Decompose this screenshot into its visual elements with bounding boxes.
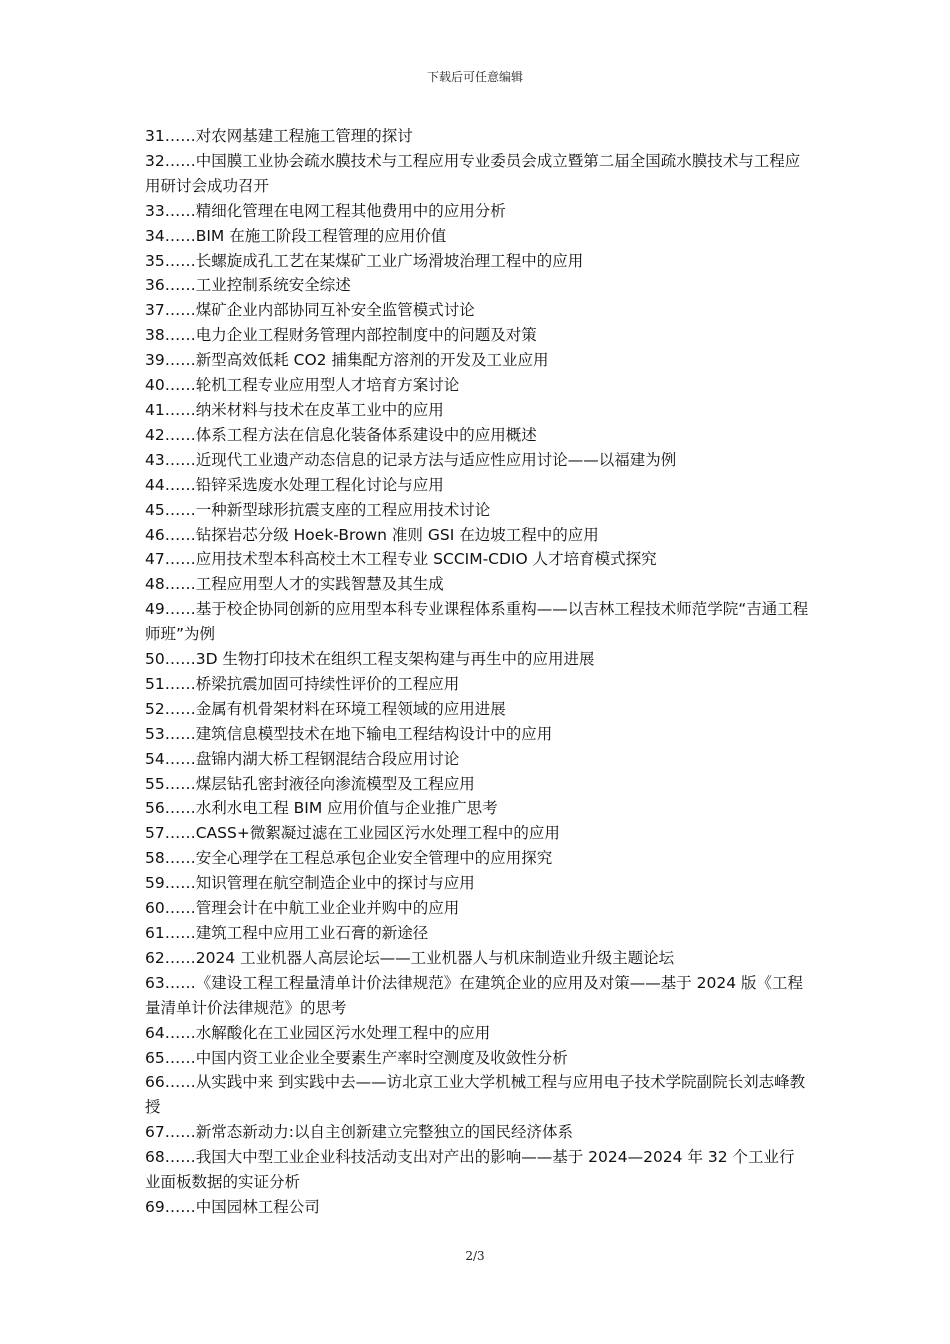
article-list bbox=[145, 124, 810, 1220]
list-item: 44……铅锌采选废水处理工程化讨论与应用 bbox=[145, 475, 444, 494]
list-item: 43……近现代工业遗产动态信息的记录方法与适应性应用讨论——以福建为例 bbox=[145, 450, 677, 469]
list-item: 67……新常态新动力:以自主创新建立完整独立的国民经济体系 bbox=[145, 1123, 573, 1142]
list-item: 68……我国大中型工业企业科技活动支出对产出的影响——基于 2024—2024 年 32 个工业行业面板数据的实证分析 bbox=[145, 1148, 795, 1192]
list-item: 42……体系工程方法在信息化装备体系建设中的应用概述 bbox=[145, 425, 537, 444]
list-item: 36……工业控制系统安全综述 bbox=[145, 276, 351, 295]
list-item: 61……建筑工程中应用工业石膏的新途径 bbox=[145, 924, 429, 942]
list-item: 45……一种新型球形抗震支座的工程应用技术讨论 bbox=[145, 500, 491, 519]
page-number: 2/3 bbox=[465, 1249, 485, 1263]
list-item: 59……知识管理在航空制造企业中的探讨与应用 bbox=[145, 874, 475, 893]
list-item: 41……纳米材料与技术在皮革工业中的应用 bbox=[145, 400, 444, 419]
list-item: 32……中国膜工业协会疏水膜技术与工程应用专业委员会成立暨第二届全国疏水膜技术与工程应用研讨会成功召开 bbox=[145, 151, 801, 195]
list-item: 55……煤层钻孔密封液径向渗流模型及工程应用 bbox=[145, 774, 475, 793]
list-item: 69……中国园林工程公司 bbox=[145, 1197, 320, 1216]
list-item: 38……电力企业工程财务管理内部控制度中的问题及对策 bbox=[145, 326, 537, 345]
list-item: 65……中国内资工业企业全要素生产率时空测度及收敛性分析 bbox=[145, 1048, 568, 1067]
list-item: 66……从实践中来 到实践中去——访北京工业大学机械工程与应用电子技术学院副院长刘志峰教授 bbox=[145, 1073, 806, 1117]
list-item: 58……安全心理学在工程总承包企业安全管理中的应用探究 bbox=[145, 849, 553, 868]
list-item: 48……工程应用型人才的实践智慧及其生成 bbox=[145, 575, 444, 594]
list-item: 37……煤矿企业内部协同互补安全监管模式讨论 bbox=[145, 301, 475, 320]
list-item: 33……精细化管理在电网工程其他费用中的应用分析 bbox=[145, 201, 506, 220]
list-item: 31……对农网基建工程施工管理的探讨 bbox=[145, 127, 413, 145]
list-item: 60……管理会计在中航工业企业并购中的应用 bbox=[145, 899, 460, 918]
list-item: 46……钻探岩芯分级 Hoek-Brown 准则 GSI 在边坡工程中的应用 bbox=[145, 525, 599, 544]
list-item: 39……新型高效低耗 CO2 捕集配方溶剂的开发及工业应用 bbox=[145, 351, 549, 370]
list-item: 54……盘锦内湖大桥工程钢混结合段应用讨论 bbox=[145, 749, 460, 768]
list-item: 51……桥梁抗震加固可持续性评价的工程应用 bbox=[145, 674, 460, 693]
list-item: 47……应用技术型本科高校土木工程专业 SCCIM-CDIO 人才培育模式探究 bbox=[145, 550, 657, 569]
list-item: 49……基于校企协同创新的应用型本科专业课程体系重构——以吉林工程技术师范学院“吉通工程师班”为例 bbox=[145, 600, 809, 644]
list-item: 50……3D 生物打印技术在组织工程支架构建与再生中的应用进展 bbox=[145, 650, 595, 669]
list-item: 62……2024 工业机器人高层论坛——工业机器人与机床制造业升级主题论坛 bbox=[145, 948, 675, 967]
list-item: 63……《建设工程工程量清单计价法律规范》在建筑企业的应用及对策——基于 2024 版《工程量清单计价法律规范》的思考 bbox=[145, 973, 804, 1017]
list-item: 40……轮机工程专业应用型人才培育方案讨论 bbox=[145, 376, 460, 395]
list-item: 35……长螺旋成孔工艺在某煤矿工业广场滑坡治理工程中的应用 bbox=[145, 251, 584, 270]
page-header: 下载后可任意编辑 bbox=[426, 70, 523, 84]
list-item: 53……建筑信息模型技术在地下输电工程结构设计中的应用 bbox=[145, 724, 553, 743]
list-item: 57……CASS+微絮凝过滤在工业园区污水处理工程中的应用 bbox=[145, 824, 560, 843]
list-item: 52……金属有机骨架材料在环境工程领域的应用进展 bbox=[145, 699, 506, 718]
list-item: 56……水利水电工程 BIM 应用价值与企业推广思考 bbox=[145, 799, 498, 818]
list-item: 34……BIM 在施工阶段工程管理的应用价值 bbox=[145, 226, 447, 245]
list-item: 64……水解酸化在工业园区污水处理工程中的应用 bbox=[145, 1023, 491, 1042]
